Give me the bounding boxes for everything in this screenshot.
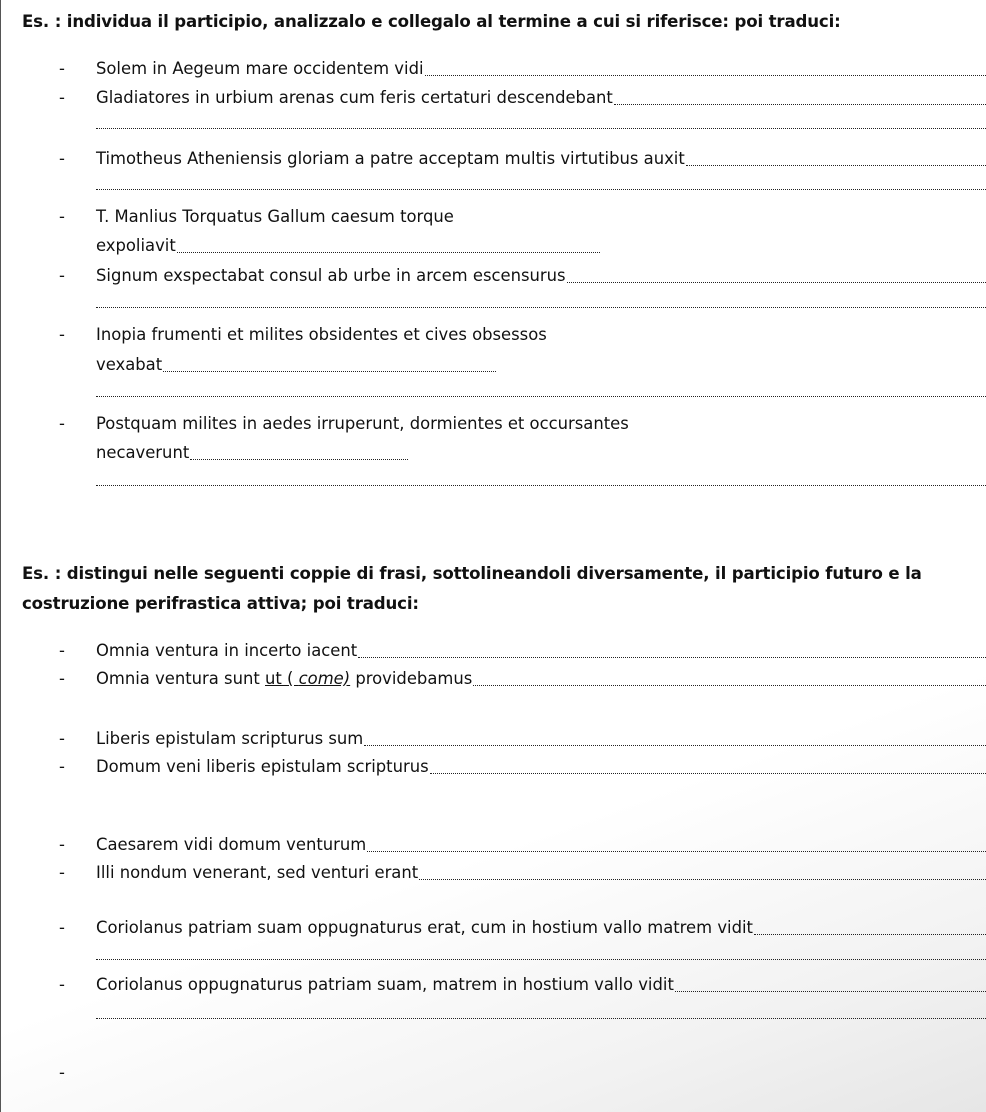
exercise-2-instruction-cont: costruzione perifrastica attiva; poi traduci: xyxy=(22,594,419,613)
answer-blank-line[interactable] xyxy=(96,189,986,190)
sentence-line xyxy=(59,56,986,80)
list-dash: - xyxy=(59,1063,65,1082)
list-dash: - xyxy=(59,669,65,688)
latin-sentence: Signum exspectabat consul ab urbe in arcem escensurus xyxy=(96,266,566,285)
sentence-line xyxy=(59,832,986,856)
latin-sentence-end: providebamus xyxy=(350,669,473,688)
answer-blank[interactable] xyxy=(177,252,600,253)
latin-sentence: Coriolanus patriam suam oppugnaturus erat, cum in hostium vallo matrem vidit xyxy=(96,918,753,937)
answer-blank-line[interactable] xyxy=(96,1018,986,1019)
sentence-line xyxy=(59,85,986,109)
sentence-line xyxy=(59,754,986,778)
italic-gloss: come) xyxy=(298,669,351,688)
sentence-continuation xyxy=(96,352,496,376)
answer-blank[interactable] xyxy=(675,991,986,992)
list-dash: - xyxy=(59,757,65,776)
answer-blank[interactable] xyxy=(358,657,986,658)
latin-sentence: Inopia frumenti et milites obsidentes et cives obsessos xyxy=(96,325,547,344)
answer-blank[interactable] xyxy=(163,371,496,372)
sentence-line xyxy=(59,860,986,884)
answer-blank[interactable] xyxy=(419,879,986,880)
sentence-line xyxy=(59,915,986,939)
answer-blank-line[interactable] xyxy=(96,959,986,960)
sentence-continuation xyxy=(96,233,600,257)
answer-blank[interactable] xyxy=(425,75,986,76)
list-dash: - xyxy=(59,414,65,433)
sentence-line xyxy=(59,146,986,170)
latin-sentence: Liberis epistulam scripturus sum xyxy=(96,729,364,748)
list-dash: - xyxy=(59,88,65,107)
sentence-line xyxy=(59,204,986,228)
latin-sentence: Domum veni liberis epistulam scripturus xyxy=(96,757,429,776)
list-dash: - xyxy=(59,59,65,78)
list-dash: - xyxy=(59,863,65,882)
sentence-line xyxy=(59,726,986,750)
sentence-line xyxy=(59,972,986,996)
answer-blank[interactable] xyxy=(364,745,986,746)
latin-sentence-end: necaverunt xyxy=(96,443,190,462)
answer-blank[interactable] xyxy=(686,165,986,166)
list-dash: - xyxy=(59,641,65,660)
answer-blank[interactable] xyxy=(567,282,986,283)
list-dash: - xyxy=(59,207,65,226)
answer-blank-line[interactable] xyxy=(96,307,986,308)
underlined-word: ut ( xyxy=(265,669,299,688)
answer-blank[interactable] xyxy=(473,685,986,686)
latin-sentence: Coriolanus oppugnaturus patriam suam, matrem in hostium vallo vidit xyxy=(96,975,674,994)
answer-blank[interactable] xyxy=(190,459,408,460)
exercise-2-instruction: Es. : distingui nelle seguenti coppie di frasi, sottolineandoli diversamente, il participio futuro e la xyxy=(22,564,922,583)
sentence-line xyxy=(59,666,986,690)
latin-sentence: Omnia ventura sunt xyxy=(96,669,260,688)
list-dash: - xyxy=(59,918,65,937)
sentence-line xyxy=(59,263,986,287)
answer-blank[interactable] xyxy=(754,934,986,935)
latin-sentence: Caesarem vidi domum venturum xyxy=(96,835,367,854)
latin-sentence: Omnia ventura in incerto iacent xyxy=(96,641,358,660)
latin-sentence: Illi nondum venerant, sed venturi erant xyxy=(96,863,419,882)
answer-blank-line[interactable] xyxy=(96,128,986,129)
sentence-line xyxy=(59,638,986,662)
list-dash: - xyxy=(59,835,65,854)
answer-blank[interactable] xyxy=(367,851,986,852)
latin-sentence: T. Manlius Torquatus Gallum caesum torque xyxy=(96,207,454,226)
latin-sentence: Timotheus Atheniensis gloriam a patre acceptam multis virtutibus auxit xyxy=(96,149,685,168)
list-dash: - xyxy=(59,325,65,344)
exercise-1-instruction: Es. : individua il participio, analizzalo e collegalo al termine a cui si riferisce: poi traduci: xyxy=(22,12,841,31)
latin-sentence: Gladiatores in urbium arenas cum feris certaturi descendebant xyxy=(96,88,613,107)
latin-sentence-end: vexabat xyxy=(96,355,163,374)
sentence-continuation xyxy=(96,440,408,464)
list-dash: - xyxy=(59,149,65,168)
answer-blank-line[interactable] xyxy=(96,485,986,486)
answer-blank-line[interactable] xyxy=(96,396,986,397)
empty-list-item xyxy=(59,1060,986,1084)
latin-sentence: Solem in Aegeum mare occidentem vidi xyxy=(96,59,424,78)
answer-blank[interactable] xyxy=(614,104,986,105)
answer-blank[interactable] xyxy=(430,773,986,774)
latin-sentence-end: expoliavit xyxy=(96,236,176,255)
list-dash: - xyxy=(59,266,65,285)
latin-sentence: Postquam milites in aedes irruperunt, dormientes et occursantes xyxy=(96,414,629,433)
list-dash: - xyxy=(59,729,65,748)
sentence-line xyxy=(59,411,986,435)
sentence-line xyxy=(59,322,986,346)
list-dash: - xyxy=(59,975,65,994)
